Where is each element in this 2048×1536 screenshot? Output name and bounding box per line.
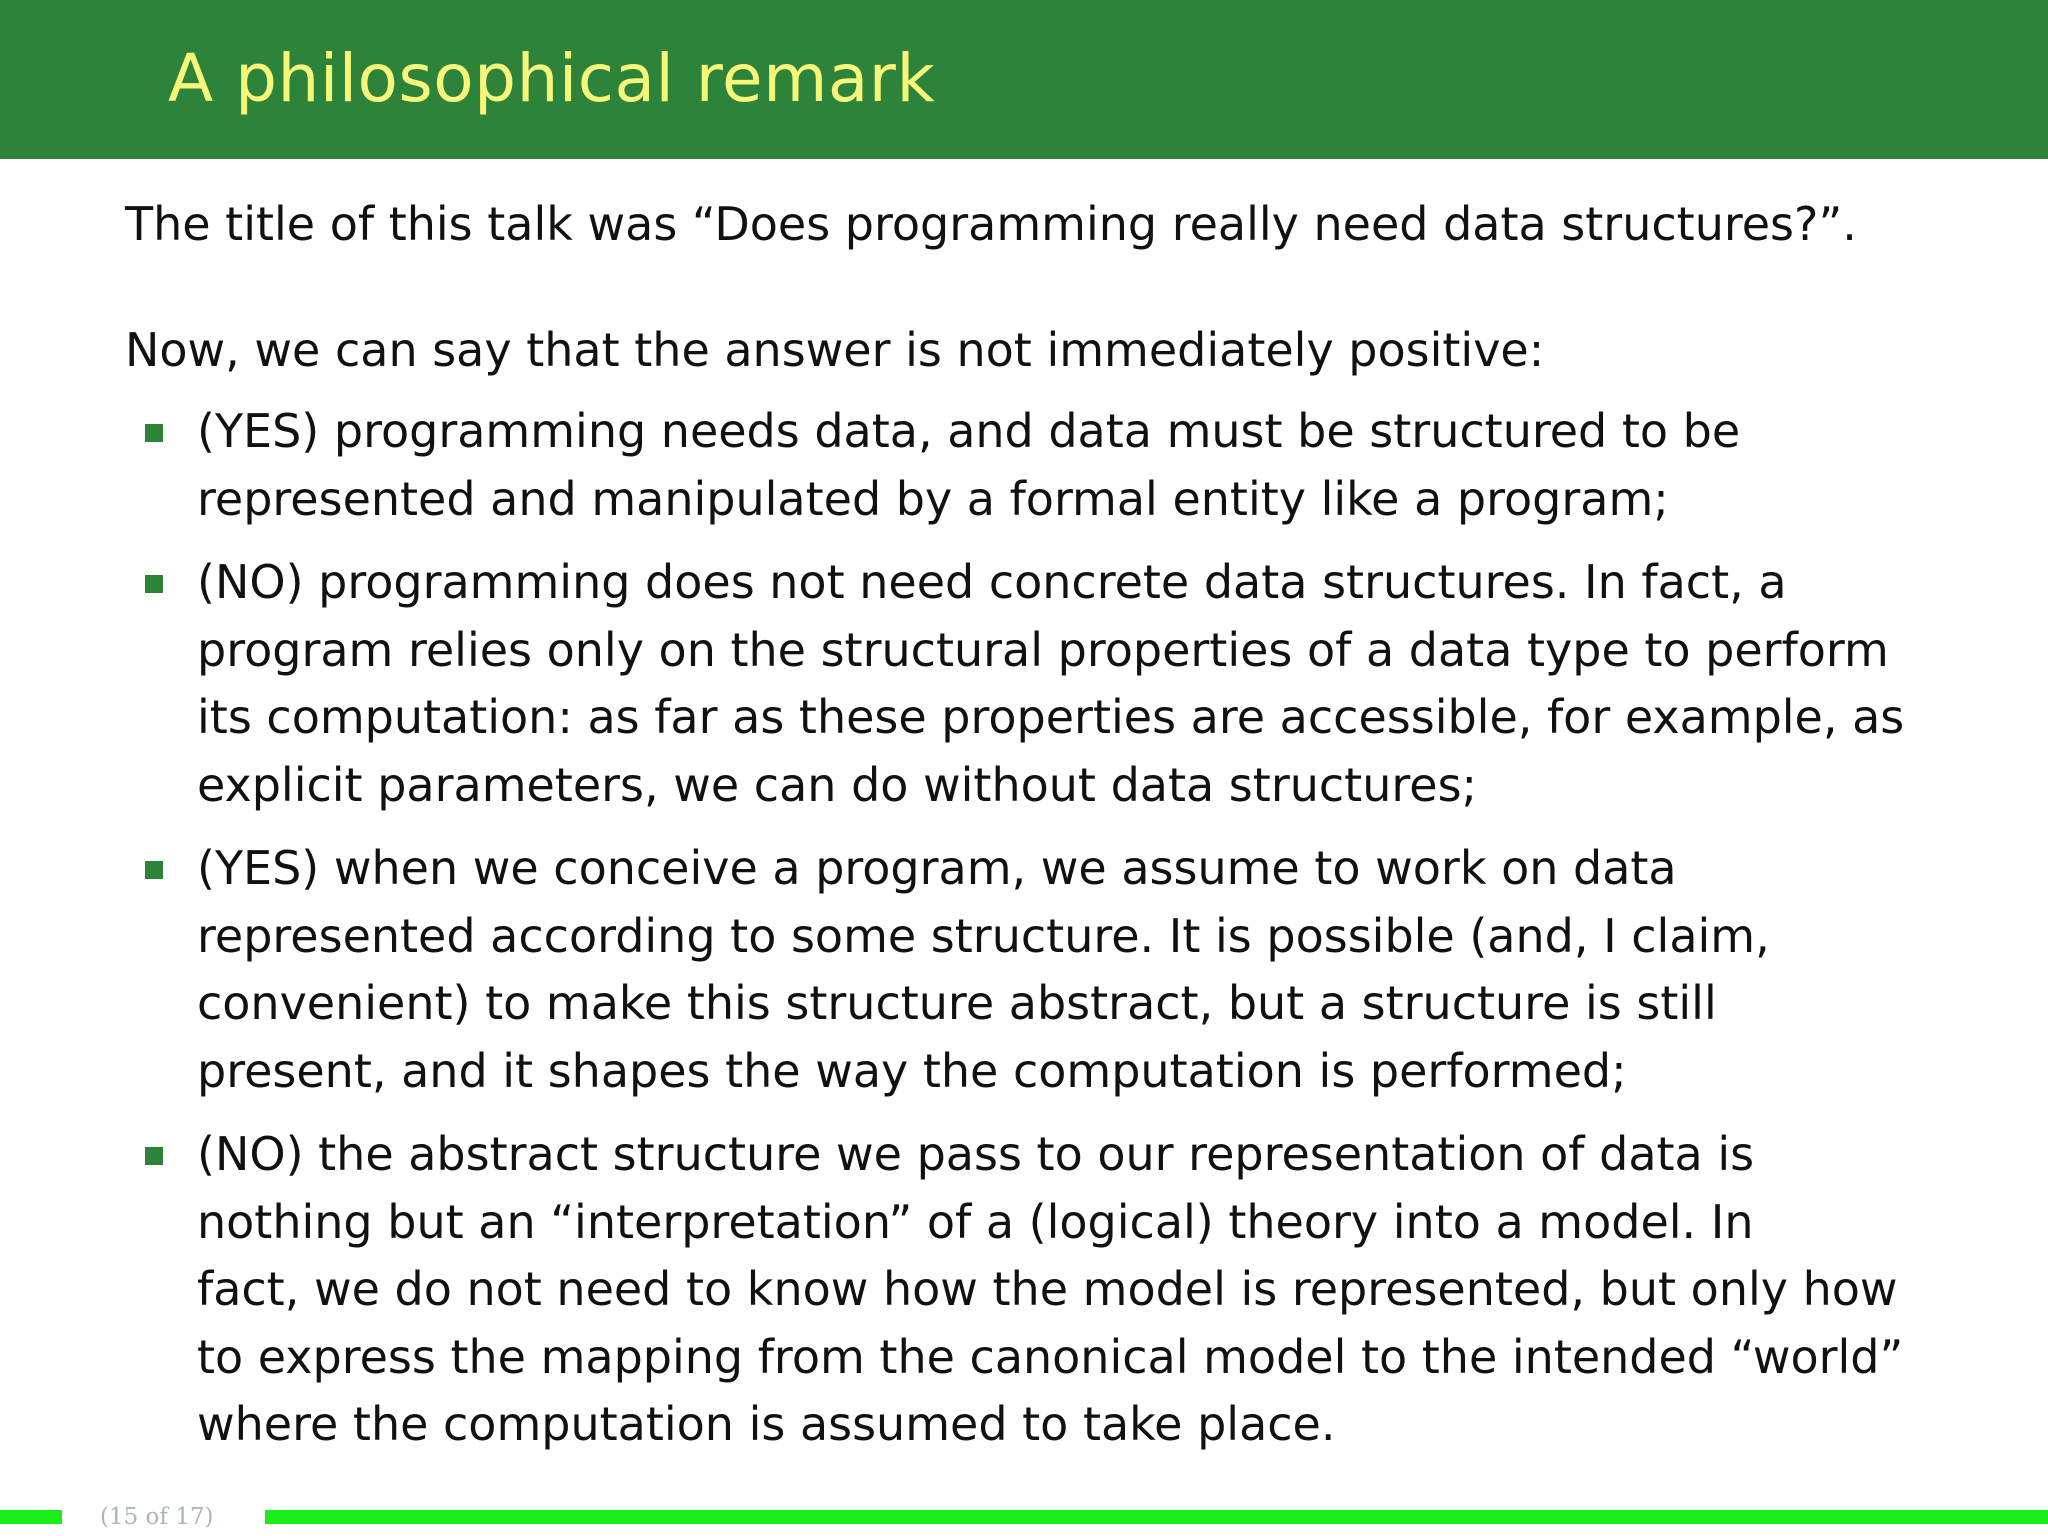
bullet-text-line: convenient) to make this structure abstract, but a structure is still: [197, 976, 1717, 1030]
bullet-text-line: nothing but an “interpretation” of a (logical) theory into a model. In: [197, 1194, 1754, 1249]
bullet-square-icon: [145, 1147, 163, 1165]
bullet-text-line: (YES) when we conceive a program, we assume to work on data: [197, 841, 1677, 895]
bullet-text-line: where the computation is assumed to take place.: [197, 1397, 1336, 1451]
footer: [0, 1504, 2048, 1530]
slide-content: [125, 190, 1955, 1475]
bullet-text-line: its computation: as far as these properties are accessible, for example, as: [197, 690, 1905, 744]
page-counter: (15 of 17): [100, 1504, 214, 1530]
bullet-text-line: (NO) the abstract structure we pass to our representation of data is: [197, 1127, 1755, 1181]
bullet-item: [125, 398, 1955, 533]
bullet-text-line: explicit parameters, we can do without data structures;: [197, 757, 1478, 812]
bullet-item: [125, 549, 1955, 819]
bullet-item: [125, 1121, 1955, 1459]
slide-title: A philosophical remark: [168, 40, 936, 117]
bullet-square-icon: [145, 424, 163, 442]
title-bar: [0, 0, 2048, 159]
bullet-text-line: represented and manipulated by a formal entity like a program;: [197, 471, 1669, 526]
lead-paragraph: Now, we can say that the answer is not immediately positive:: [125, 323, 1545, 377]
bullet-item: [125, 835, 1955, 1105]
bullet-text-line: fact, we do not need to know how the model is represented, but only how: [197, 1262, 1898, 1316]
bullet-square-icon: [145, 861, 163, 879]
bullet-text-line: present, and it shapes the way the computation is performed;: [197, 1043, 1627, 1098]
footer-progress-bar-right: [265, 1510, 2048, 1524]
bullet-text-line: represented according to some structure. It is possible (and, I claim,: [197, 908, 1770, 963]
bullet-square-icon: [145, 575, 163, 593]
bullet-text-line: to express the mapping from the canonical model to the intended “world”: [197, 1329, 1904, 1384]
bullet-text-line: program relies only on the structural properties of a data type to perform: [197, 622, 1889, 677]
intro-paragraph: The title of this talk was “Does programming really need data structures?”.: [125, 197, 1857, 251]
bullet-list: [125, 398, 1955, 1459]
footer-progress-bar-left: [0, 1510, 62, 1524]
bullet-text-line: (NO) programming does not need concrete data structures. In fact, a: [197, 555, 1787, 609]
bullet-text-line: (YES) programming needs data, and data must be structured to be: [197, 404, 1741, 458]
